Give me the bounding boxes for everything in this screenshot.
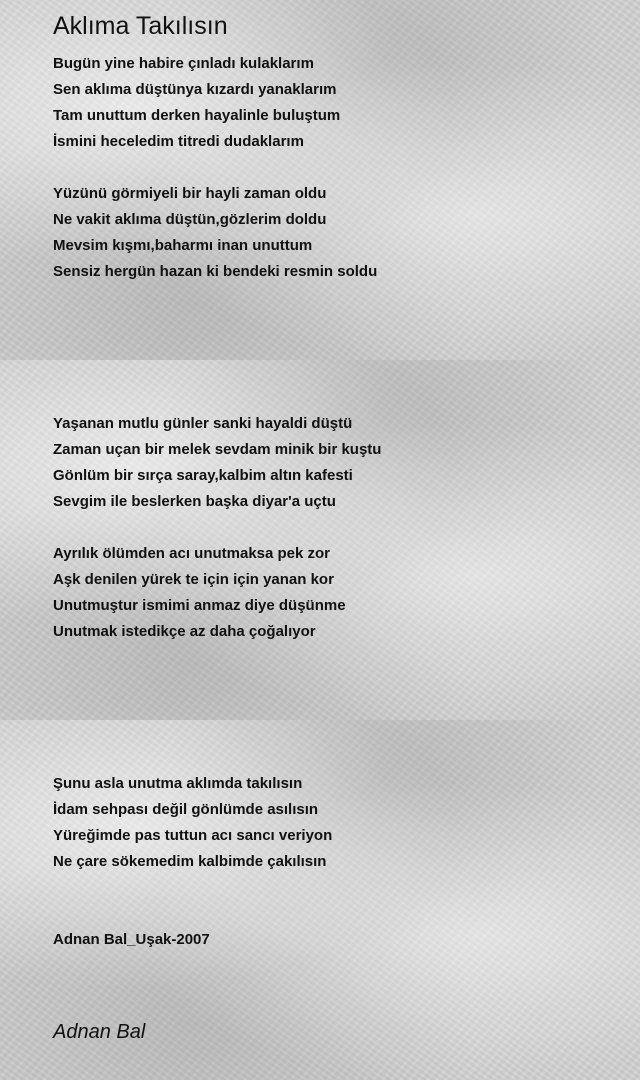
stanza-3 xyxy=(53,411,381,515)
poem-line: İdam sehpası değil gönlümde asılısın xyxy=(53,801,319,818)
poem-title: Aklıma Takılısın xyxy=(53,12,228,40)
poem-line: Sen aklıma düştünya kızardı yanaklarım xyxy=(53,81,337,98)
poem-line: Sensiz hergün hazan ki bendeki resmin soldu xyxy=(53,263,378,280)
poem-line: Ne vakit aklıma düştün,gözlerim doldu xyxy=(53,211,327,228)
poem-line: İsmini heceledim titredi dudaklarım xyxy=(53,133,304,150)
poem-line: Zaman uçan bir melek sevdam minik bir kuştu xyxy=(53,441,382,458)
poem-line: Yüreğimde pas tuttun acı sancı veriyon xyxy=(53,827,333,844)
poem-line: Gönlüm bir sırça saray,kalbim altın kafesti xyxy=(53,467,353,484)
poem-line: Sevgim ile beslerken başka diyar'a uçtu xyxy=(53,493,336,510)
poem-line: Ne çare sökemedim kalbimde çakılısın xyxy=(53,853,327,870)
poem-line: Yüzünü görmiyeli bir hayli zaman oldu xyxy=(53,185,327,202)
author-name: Adnan Bal xyxy=(53,1021,146,1043)
poem-line: Aşk denilen yürek te için için yanan kor xyxy=(53,571,334,588)
poem-line: Ayrılık ölümden acı unutmaksa pek zor xyxy=(53,545,331,562)
stanza-5 xyxy=(53,771,332,875)
poem-line: Tam unuttum derken hayalinle buluştum xyxy=(53,107,341,124)
stanza-1 xyxy=(53,51,340,155)
poem-line: Şunu asla unutma aklımda takılısın xyxy=(53,775,303,792)
stanza-4 xyxy=(53,541,346,645)
poem-line: Unutmuştur ismimi anmaz diye düşünme xyxy=(53,597,346,614)
poem-signature: Adnan Bal_Uşak-2007 xyxy=(53,931,210,948)
poem-line: Mevsim kışmı,baharmı inan unuttum xyxy=(53,237,313,254)
poem-line: Yaşanan mutlu günler sanki hayaldi düştü xyxy=(53,415,353,432)
stanza-2 xyxy=(53,181,377,285)
poem-line: Bugün yine habire çınladı kulaklarım xyxy=(53,55,314,72)
poem-line: Unutmak istedikçe az daha çoğalıyor xyxy=(53,623,316,640)
